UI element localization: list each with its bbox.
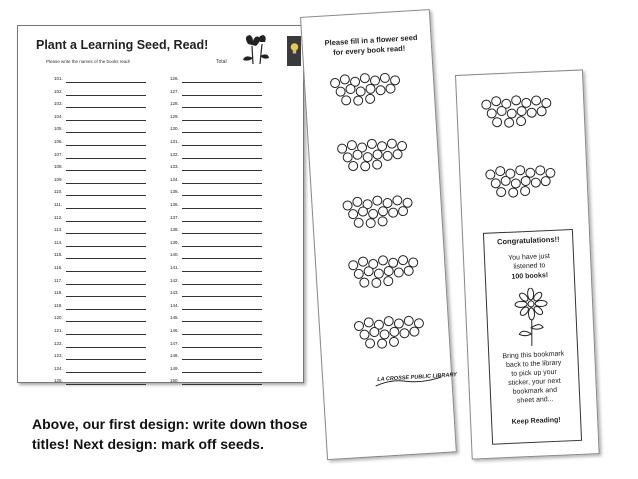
seed-circle[interactable] bbox=[367, 139, 378, 150]
seed-circle[interactable] bbox=[348, 161, 359, 172]
title-write-line[interactable] bbox=[182, 258, 262, 259]
seed-circle[interactable] bbox=[377, 216, 388, 227]
title-write-line[interactable] bbox=[66, 347, 146, 348]
bring-line-6: sheet and... bbox=[516, 396, 554, 405]
title-write-line[interactable] bbox=[182, 145, 262, 146]
bookmark-heading-line1: Please fill in a flower seed bbox=[324, 32, 418, 48]
row-number: 109. bbox=[54, 176, 63, 182]
title-write-line[interactable] bbox=[182, 321, 262, 322]
seed-circle[interactable] bbox=[398, 255, 409, 266]
seed-circle[interactable] bbox=[383, 316, 394, 327]
seed-circle[interactable] bbox=[536, 106, 546, 116]
title-write-line[interactable] bbox=[182, 221, 262, 222]
title-write-line[interactable] bbox=[66, 258, 146, 259]
row-number: 120. bbox=[54, 315, 63, 321]
seed-circle[interactable] bbox=[372, 195, 383, 206]
seed-circle[interactable] bbox=[527, 107, 537, 117]
row-number: 148. bbox=[170, 353, 179, 359]
congrats-msg-3: 100 books! bbox=[511, 272, 549, 281]
title-write-line[interactable] bbox=[182, 296, 262, 297]
row-number: 138. bbox=[170, 227, 179, 233]
row-number: 143. bbox=[170, 290, 179, 296]
seed-circle[interactable] bbox=[363, 317, 374, 328]
title-write-line[interactable] bbox=[66, 120, 146, 121]
worksheet-title: Plant a Learning Seed, Read! bbox=[36, 38, 209, 52]
seed-circle[interactable] bbox=[378, 255, 389, 266]
title-write-line[interactable] bbox=[66, 158, 146, 159]
seed-circle[interactable] bbox=[345, 84, 356, 95]
seed-circle[interactable] bbox=[531, 95, 541, 105]
title-write-line[interactable] bbox=[66, 321, 146, 322]
bring-line-3: to pick up your bbox=[511, 368, 557, 378]
row-number: 146. bbox=[170, 328, 179, 333]
daisy-icon bbox=[512, 287, 551, 349]
seed-circle[interactable] bbox=[492, 117, 502, 127]
seed-circle[interactable] bbox=[511, 95, 521, 105]
seed-circle[interactable] bbox=[491, 96, 501, 106]
title-write-line[interactable] bbox=[66, 246, 146, 247]
row-number: 141. bbox=[170, 265, 179, 270]
title-write-line[interactable] bbox=[182, 120, 262, 121]
seed-circle[interactable] bbox=[365, 338, 376, 349]
title-write-line[interactable] bbox=[66, 384, 146, 385]
seed-circle[interactable] bbox=[496, 106, 506, 116]
seed-circle[interactable] bbox=[352, 149, 363, 160]
row-number: 131. bbox=[170, 139, 179, 144]
seed-circle[interactable] bbox=[531, 177, 541, 187]
title-write-line[interactable] bbox=[66, 183, 146, 184]
title-write-line[interactable] bbox=[182, 372, 262, 373]
bring-line-1: Bring this bookmark bbox=[502, 350, 565, 361]
seed-circle[interactable] bbox=[375, 85, 386, 96]
total-label: Total bbox=[216, 59, 227, 65]
title-write-line[interactable] bbox=[66, 334, 146, 335]
seed-circle[interactable] bbox=[520, 186, 530, 196]
reading-log-worksheet bbox=[17, 25, 304, 383]
row-number: 145. bbox=[170, 315, 179, 321]
seed-circle[interactable] bbox=[399, 328, 410, 339]
title-write-line[interactable] bbox=[66, 95, 146, 96]
row-number: 149. bbox=[170, 365, 179, 371]
seed-circle[interactable] bbox=[365, 84, 376, 95]
row-number: 114. bbox=[54, 239, 63, 245]
seed-circle[interactable] bbox=[403, 266, 414, 277]
title-write-line[interactable] bbox=[182, 82, 262, 83]
tulip-icon bbox=[240, 34, 270, 66]
congratulations-box bbox=[483, 229, 582, 445]
title-write-line[interactable] bbox=[66, 145, 146, 146]
seed-circle[interactable] bbox=[495, 166, 505, 176]
row-number: 104. bbox=[54, 113, 63, 119]
seed-circle[interactable] bbox=[508, 187, 518, 197]
row-number: 134. bbox=[170, 176, 179, 182]
seed-circle[interactable] bbox=[496, 187, 506, 197]
seed-circle[interactable] bbox=[516, 116, 526, 126]
title-write-line[interactable] bbox=[66, 221, 146, 222]
seed-circle[interactable] bbox=[383, 276, 394, 287]
row-number: 147. bbox=[170, 340, 179, 346]
library-name: LA CROSSE PUBLIC LIBRARY bbox=[377, 372, 458, 383]
library-logo bbox=[373, 372, 458, 390]
row-number: 103. bbox=[54, 101, 63, 107]
row-number: 102. bbox=[54, 88, 63, 94]
seed-circle[interactable] bbox=[516, 106, 526, 116]
row-number: 139. bbox=[170, 239, 179, 245]
row-number: 106. bbox=[54, 139, 63, 144]
seed-circle[interactable] bbox=[403, 316, 414, 327]
title-write-line[interactable] bbox=[182, 158, 262, 159]
seed-circle[interactable] bbox=[353, 218, 364, 229]
row-number: 124. bbox=[54, 365, 63, 371]
row-number: 108. bbox=[54, 164, 63, 170]
title-write-line[interactable] bbox=[66, 296, 146, 297]
row-number: 128. bbox=[170, 101, 179, 107]
row-number: 110. bbox=[54, 189, 63, 195]
keep-reading: Keep Reading! bbox=[511, 416, 561, 426]
row-number: 129. bbox=[170, 113, 179, 119]
row-number: 118. bbox=[54, 290, 63, 296]
title-write-line[interactable] bbox=[66, 170, 146, 171]
seed-bookmark-back bbox=[455, 69, 600, 459]
row-number: 150. bbox=[170, 378, 179, 384]
title-write-line[interactable] bbox=[182, 183, 262, 184]
seed-circle[interactable] bbox=[541, 176, 551, 186]
title-write-line[interactable] bbox=[182, 246, 262, 247]
row-number: 116. bbox=[54, 265, 63, 270]
title-write-line[interactable] bbox=[182, 195, 262, 196]
title-write-line[interactable] bbox=[182, 132, 262, 133]
row-number: 105. bbox=[54, 126, 63, 132]
congrats-msg-2: listened to bbox=[513, 262, 546, 271]
title-write-line[interactable] bbox=[66, 208, 146, 209]
seed-circle[interactable] bbox=[382, 151, 393, 162]
seed-clusters bbox=[456, 70, 582, 75]
seed-circle[interactable] bbox=[359, 277, 370, 288]
seed-circle[interactable] bbox=[389, 337, 400, 348]
seed-circle[interactable] bbox=[377, 338, 388, 349]
row-number: 119. bbox=[54, 302, 63, 308]
lightbulb-icon bbox=[290, 42, 299, 56]
row-number: 122. bbox=[54, 340, 63, 346]
seed-circle[interactable] bbox=[353, 95, 364, 106]
seed-circle[interactable] bbox=[389, 327, 400, 338]
row-number: 125. bbox=[54, 378, 63, 384]
title-write-line[interactable] bbox=[66, 271, 146, 272]
caption-line-2: titles! Next design: mark off seeds. bbox=[32, 436, 264, 452]
title-write-line[interactable] bbox=[66, 82, 146, 83]
row-number: 113. bbox=[54, 227, 63, 233]
seed-circle[interactable] bbox=[392, 149, 403, 160]
seed-circle[interactable] bbox=[363, 266, 374, 277]
seed-circle[interactable] bbox=[360, 73, 371, 84]
seed-circle[interactable] bbox=[515, 165, 525, 175]
row-number: 111. bbox=[54, 202, 63, 207]
row-number: 112. bbox=[54, 214, 63, 220]
seed-clusters bbox=[301, 10, 429, 18]
title-write-line[interactable] bbox=[182, 359, 262, 360]
title-write-line[interactable] bbox=[66, 359, 146, 360]
title-write-line[interactable] bbox=[182, 284, 262, 285]
row-number: 140. bbox=[170, 252, 179, 258]
seed-circle[interactable] bbox=[535, 165, 545, 175]
title-write-line[interactable] bbox=[182, 95, 262, 96]
bring-line-2: back to the library bbox=[505, 359, 562, 370]
seed-circle[interactable] bbox=[347, 140, 358, 151]
title-write-line[interactable] bbox=[66, 284, 146, 285]
title-write-line[interactable] bbox=[182, 309, 262, 310]
row-number: 144. bbox=[170, 302, 179, 308]
seed-circle[interactable] bbox=[409, 326, 420, 337]
seed-circle[interactable] bbox=[378, 206, 389, 217]
row-number: 127. bbox=[170, 88, 179, 94]
seed-circle[interactable] bbox=[341, 95, 352, 106]
row-number: 130. bbox=[170, 126, 179, 132]
worksheet-instructions: Please write the names of the books read! bbox=[46, 59, 131, 64]
seed-circle[interactable] bbox=[369, 327, 380, 338]
seed-circle[interactable] bbox=[358, 256, 369, 267]
seed-circle[interactable] bbox=[352, 197, 363, 208]
row-number: 135. bbox=[170, 189, 179, 195]
seed-circle[interactable] bbox=[393, 267, 404, 278]
row-number: 107. bbox=[54, 151, 63, 157]
row-number: 123. bbox=[54, 353, 63, 359]
title-write-line[interactable] bbox=[182, 384, 262, 385]
seed-circle[interactable] bbox=[500, 176, 510, 186]
row-number: 101. bbox=[54, 76, 63, 81]
title-write-line[interactable] bbox=[66, 309, 146, 310]
seed-circle[interactable] bbox=[358, 206, 369, 217]
seed-circle[interactable] bbox=[387, 138, 398, 149]
row-number: 115. bbox=[54, 252, 63, 258]
seed-circle[interactable] bbox=[504, 117, 514, 127]
seed-circle[interactable] bbox=[388, 207, 399, 218]
bring-line-5: bookmark and bbox=[512, 386, 558, 396]
row-number: 126. bbox=[170, 76, 179, 81]
row-number: 137. bbox=[170, 214, 179, 220]
row-number: 136. bbox=[170, 202, 179, 207]
title-write-line[interactable] bbox=[66, 132, 146, 133]
title-write-line[interactable] bbox=[182, 107, 262, 108]
seed-circle[interactable] bbox=[372, 149, 383, 160]
congrats-msg-1: You have just bbox=[508, 253, 551, 262]
title-write-line[interactable] bbox=[66, 233, 146, 234]
title-write-line[interactable] bbox=[182, 334, 262, 335]
seed-circle[interactable] bbox=[392, 195, 403, 206]
title-write-line[interactable] bbox=[182, 271, 262, 272]
seed-bookmark-front bbox=[300, 9, 457, 460]
row-number: 133. bbox=[170, 164, 179, 170]
seed-circle[interactable] bbox=[365, 218, 376, 229]
seed-circle[interactable] bbox=[365, 94, 376, 105]
title-write-line[interactable] bbox=[182, 347, 262, 348]
seed-circle[interactable] bbox=[520, 176, 530, 186]
row-number: 142. bbox=[170, 277, 179, 283]
seed-circle[interactable] bbox=[360, 161, 371, 172]
bookmark-heading-line2: for every book read! bbox=[332, 43, 406, 58]
seed-circle[interactable] bbox=[372, 159, 383, 170]
title-write-line[interactable] bbox=[66, 195, 146, 196]
seed-circle[interactable] bbox=[383, 266, 394, 277]
seed-circle[interactable] bbox=[398, 206, 409, 217]
seed-circle[interactable] bbox=[385, 83, 396, 94]
congrats-title: Congratulations!! bbox=[496, 234, 560, 247]
title-write-line[interactable] bbox=[66, 372, 146, 373]
bring-line-4: sticker, your next bbox=[508, 377, 561, 387]
row-number: 121. bbox=[54, 328, 63, 333]
title-write-line[interactable] bbox=[182, 233, 262, 234]
caption-line-1: Above, our first design: write down those bbox=[32, 416, 308, 432]
seed-circle[interactable] bbox=[380, 73, 391, 84]
seed-circle[interactable] bbox=[340, 74, 351, 85]
title-write-line[interactable] bbox=[66, 107, 146, 108]
seed-circle[interactable] bbox=[371, 278, 382, 289]
row-number: 132. bbox=[170, 151, 179, 157]
slide-caption bbox=[32, 414, 332, 454]
row-number: 117. bbox=[54, 277, 63, 283]
title-write-line[interactable] bbox=[182, 170, 262, 171]
title-write-line[interactable] bbox=[182, 208, 262, 209]
